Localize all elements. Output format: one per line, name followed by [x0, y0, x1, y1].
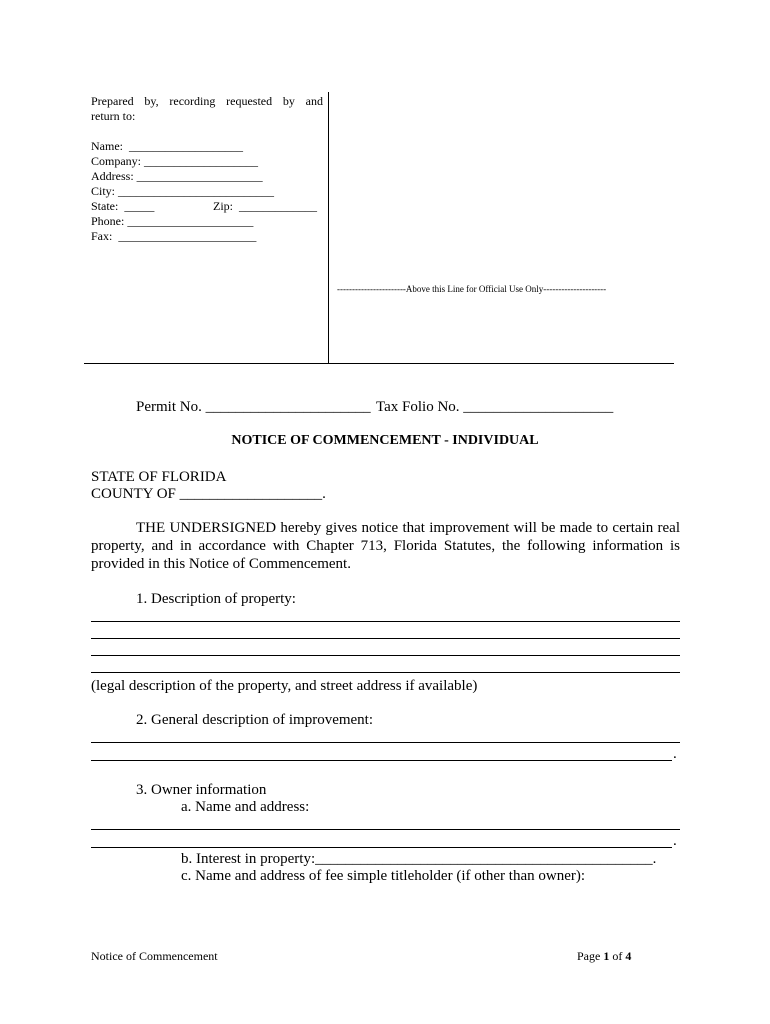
- official-use-label: -----------------------Above this Line for Official Use Only---------------------: [337, 284, 607, 294]
- permit-number-field[interactable]: Permit No. ______________________: [136, 399, 371, 415]
- company-field[interactable]: Company: ___________________: [91, 154, 258, 168]
- section-2-end-mark: .: [673, 746, 677, 762]
- city-field[interactable]: City: __________________________: [91, 184, 275, 198]
- interest-in-property-field[interactable]: b. Interest in property:_____________________________________________.: [181, 851, 657, 867]
- section-3a-label: a. Name and address:: [181, 799, 310, 815]
- intro-line-1: THE UNDERSIGNED hereby gives notice that improvement will be made to certain real: [136, 520, 680, 536]
- intro-line-2: property, and in accordance with Chapter 713, Florida Statutes, the following information is: [91, 538, 680, 554]
- fax-field[interactable]: Fax: _______________________: [91, 229, 257, 243]
- owner-name-address-line-2[interactable]: [91, 847, 672, 848]
- property-description-line-3[interactable]: [91, 655, 680, 656]
- page-indicator: [577, 949, 631, 964]
- header-vertical-divider: [328, 92, 329, 364]
- zip-field[interactable]: Zip: _____________: [213, 199, 317, 213]
- state-label: STATE OF FLORIDA: [91, 469, 227, 485]
- section-3c-label: c. Name and address of fee simple titleholder (if other than owner):: [181, 868, 586, 884]
- page-total: 4: [625, 949, 632, 963]
- property-description-line-4[interactable]: [91, 672, 680, 673]
- section-2-heading: 2. General description of improvement:: [136, 712, 374, 728]
- section-3-heading: 3. Owner information: [136, 782, 267, 798]
- header-horizontal-divider: [84, 363, 674, 364]
- improvement-description-line-1[interactable]: [91, 742, 680, 743]
- footer-title: Notice of Commencement: [91, 949, 218, 963]
- page-number: 1: [603, 949, 610, 963]
- prepared-by-text: Prepared by, recording requested by and: [91, 94, 323, 108]
- name-field[interactable]: Name: ___________________: [91, 139, 243, 153]
- tax-folio-field[interactable]: Tax Folio No. ____________________: [376, 399, 614, 415]
- prepared-by-text-2: return to:: [91, 109, 136, 123]
- property-description-line-1[interactable]: [91, 621, 680, 622]
- state-field[interactable]: State: _____: [91, 199, 155, 213]
- intro-line-3: provided in this Notice of Commencement.: [91, 556, 351, 572]
- return-to-block: [91, 94, 323, 244]
- owner-name-address-line-1[interactable]: [91, 829, 680, 830]
- intro-paragraph: [91, 519, 680, 573]
- of-label: of: [612, 949, 623, 963]
- address-field[interactable]: Address: _____________________: [91, 169, 263, 183]
- document-title: NOTICE OF COMMENCEMENT - INDIVIDUAL: [231, 433, 539, 448]
- improvement-description-line-2[interactable]: [91, 760, 672, 761]
- phone-field[interactable]: Phone: _____________________: [91, 214, 254, 228]
- county-field[interactable]: COUNTY OF ___________________.: [91, 486, 326, 502]
- page-label: Page: [577, 949, 601, 963]
- property-description-line-2[interactable]: [91, 638, 680, 639]
- section-1-heading: 1. Description of property:: [136, 591, 296, 607]
- section-3a-end-mark: .: [673, 833, 677, 849]
- section-1-caption: (legal description of the property, and street address if available): [91, 678, 478, 694]
